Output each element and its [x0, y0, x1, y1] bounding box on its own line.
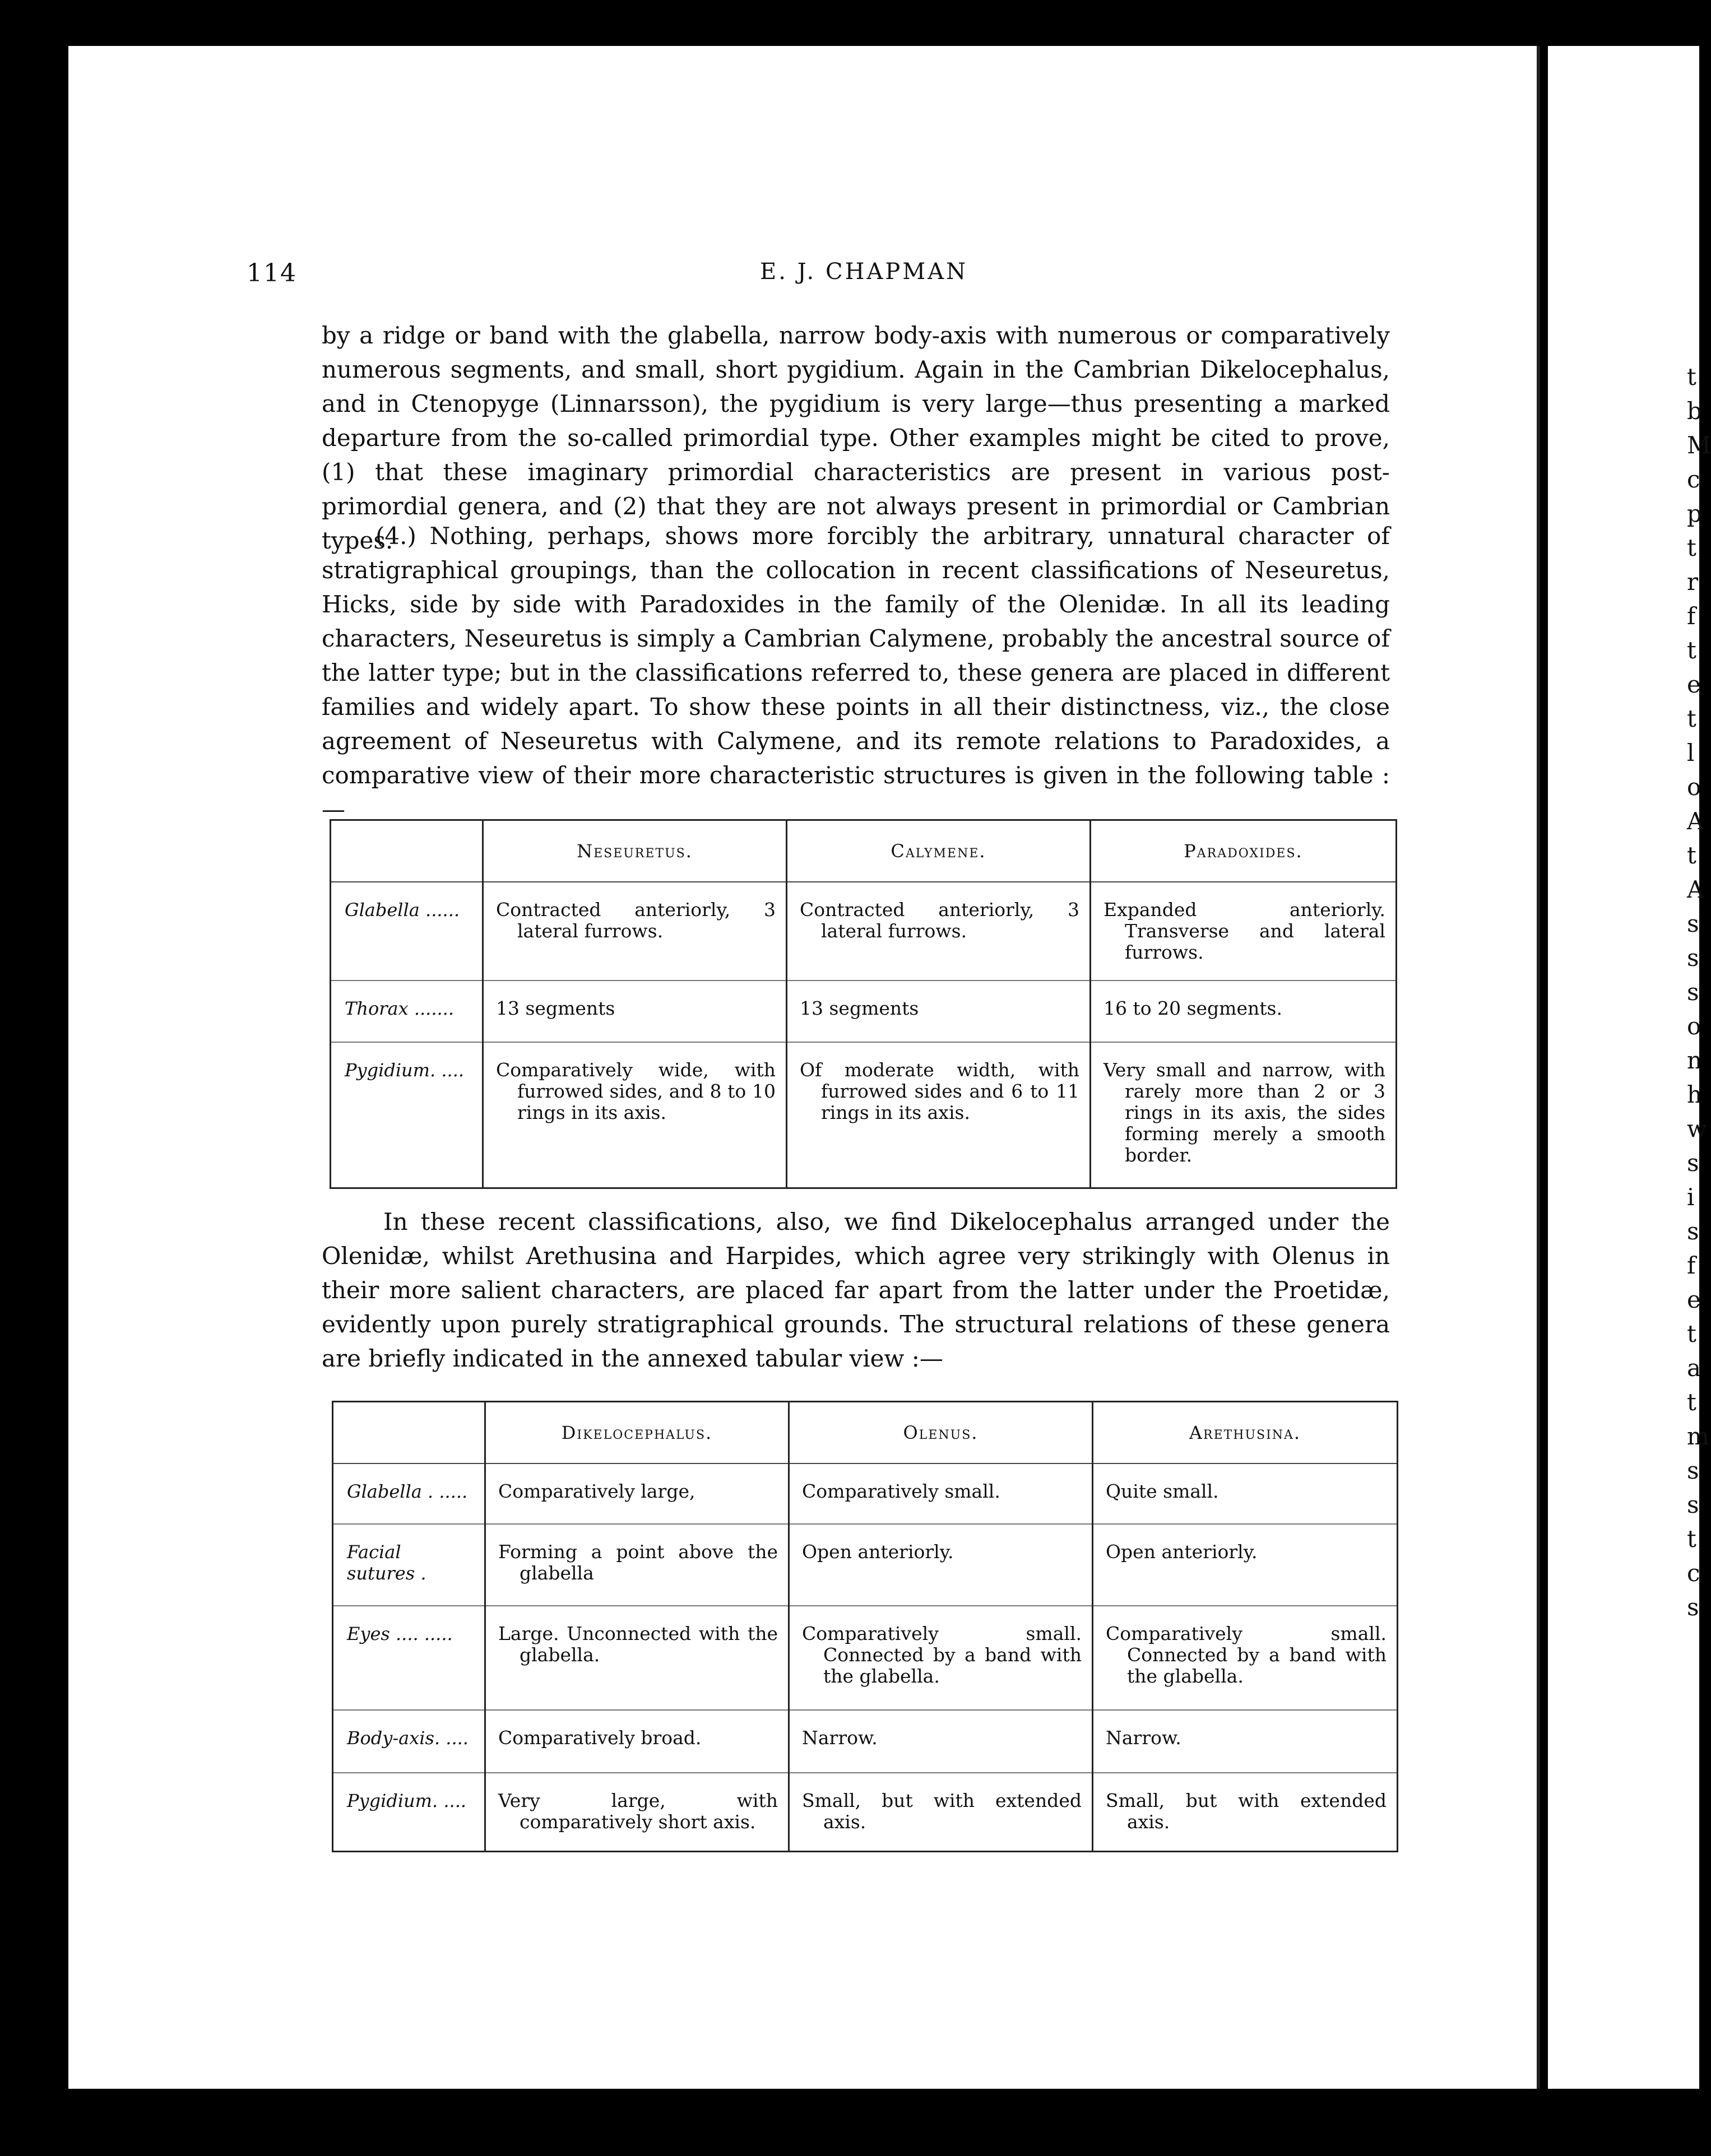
facing-page-fragment: t	[1687, 842, 1696, 869]
facing-page-fragment: a	[1687, 1354, 1701, 1382]
row-label: Eyes .... .....	[333, 1606, 485, 1710]
row-label: Pygidium. ....	[345, 1060, 465, 1081]
comparison-table-1	[330, 819, 1397, 1189]
facing-page-fragment: s	[1687, 1218, 1699, 1245]
facing-page-fragment: A	[1687, 876, 1704, 903]
table-header-cell	[333, 1402, 485, 1464]
comparison-table-2	[332, 1401, 1398, 1852]
facing-page-fragment: n	[1687, 1047, 1703, 1074]
facing-page-fragment: s	[1687, 910, 1699, 937]
table-cell: 13 segments	[787, 981, 1091, 1042]
table-cell: Very small and narrow, with rarely more than 2 or 3 rings in its axis, the sides forming merely a smooth border.	[1091, 1042, 1397, 1188]
facing-page-fragment: f	[1687, 602, 1696, 630]
facing-page-fragment: s	[1687, 1593, 1699, 1621]
table-cell: Narrow.	[1093, 1710, 1398, 1773]
row-label: Glabella . .....	[333, 1463, 485, 1524]
facing-page-fragment: l	[1687, 739, 1695, 766]
facing-page-fragment: o	[1687, 773, 1701, 801]
table-cell: Comparatively small. Connected by a band with the glabella.	[1093, 1606, 1398, 1710]
facing-page-fragment: s	[1687, 944, 1699, 972]
table-cell: Comparatively broad.	[485, 1710, 789, 1773]
facing-page-fragment: h	[1687, 1081, 1703, 1108]
table-header-cell: Paradoxides.	[1091, 820, 1397, 882]
facing-page-fragment: s	[1687, 1491, 1699, 1518]
facing-page-fragment: t	[1687, 1320, 1696, 1347]
facing-page-fragment: m	[1687, 1423, 1709, 1450]
table-header-cell: Arethusina.	[1093, 1402, 1398, 1464]
row-label: Glabella ......	[331, 882, 483, 981]
facing-page-fragment: w	[1687, 1115, 1707, 1142]
table-cell: Very large, with comparatively short axis.	[485, 1773, 789, 1851]
table-row	[333, 1524, 1398, 1606]
row-label: Body-axis. ....	[333, 1710, 485, 1773]
table-cell: Large. Unconnected with the glabella.	[485, 1606, 789, 1710]
page-gutter	[1537, 46, 1540, 2089]
facing-page-fragment: t	[1687, 636, 1696, 664]
table-cell: Comparatively wide, with furrowed sides, and 8 to 10 rings in its axis.	[483, 1042, 787, 1188]
table-cell: Of moderate width, with furrowed sides and 6 to 11 rings in its axis.	[787, 1042, 1091, 1188]
facing-page-fragment: t	[1687, 363, 1696, 391]
table-header-cell: Calymene.	[787, 820, 1091, 882]
facing-page-fragment: t	[1687, 1388, 1696, 1416]
running-title: E. J. CHAPMAN	[760, 259, 968, 285]
facing-page-fragments	[1687, 360, 1709, 1624]
table-cell: Quite small.	[1093, 1463, 1398, 1524]
table-cell: Expanded anteriorly. Transverse and lateral furrows.	[1091, 882, 1397, 981]
facing-page-fragment: A	[1687, 807, 1704, 835]
facing-page-fragment: t	[1687, 1525, 1696, 1553]
table-cell: Contracted anteriorly, 3 lateral furrows.	[483, 882, 787, 981]
table-header-cell: Neseuretus.	[483, 820, 787, 882]
paragraph-1: by a ridge or band with the glabella, narrow body-axis with numerous or comparatively numerous segments, and small, short pygidium. Again in the Cambrian Dikelocephalus, and in Ctenopyge (Linnarsson), the pygidium is very large—thus presenting a marked departure from the so-called primordial type. Other examples might be cited to prove, (1) that these imaginary primordial characteristics are present in various post-primordial genera, and (2) that they are not always present in primordial or Cambrian types.	[322, 322, 1390, 554]
paragraph-3: In these recent classifications, also, we find Dikelocephalus arranged under the Olenidæ, whilst Arethusina and Harpides, which agree very strikingly with Olenus in their more salient characters, are placed far apart from the latter under the Proetidæ, evidently upon purely stratigraphical grounds. The structural relations of these genera are briefly indicated in the annexed tabular view :—	[322, 1208, 1390, 1372]
table-cell: Small, but with extended axis.	[1093, 1773, 1398, 1851]
table-row	[333, 1710, 1398, 1773]
facing-page-fragment: e	[1687, 671, 1701, 698]
row-label: Pygidium. ....	[347, 1790, 467, 1811]
row-label: Facial sutures .	[333, 1524, 485, 1606]
table-cell: Open anteriorly.	[1093, 1524, 1398, 1606]
facing-page-fragment: b	[1687, 397, 1702, 425]
table-cell: Comparatively small. Connected by a band with the glabella.	[789, 1606, 1093, 1710]
facing-page-fragment: t	[1687, 534, 1696, 561]
table-row	[331, 882, 1397, 981]
table-header-row	[333, 1402, 1398, 1464]
facing-page-fragment: s	[1687, 1457, 1699, 1484]
facing-page-fragment: s	[1687, 978, 1699, 1006]
facing-page-fragment: e	[1687, 1286, 1701, 1313]
facing-page-fragment: t	[1687, 705, 1696, 732]
table-cell: 13 segments	[483, 981, 787, 1042]
facing-page-fragment: c	[1687, 1559, 1700, 1587]
table-row	[333, 1773, 1398, 1851]
paragraph-2: (4.) Nothing, perhaps, shows more forcibly the arbitrary, unnatural character of stratigraphical groupings, than the collocation in recent classifications of Neseuretus, Hicks, side by side with Paradoxides in the family of the Olenidæ. In all its leading characters, Neseuretus is simply a Cambrian Calymene, probably the ancestral source of the latter type; but in the classifications referred to, these genera are placed in different families and widely apart. To show these points in all their distinctness, viz., the close agreement of Neseuretus with Calymene, and its remote relations to Paradoxides, a comparative view of their more characteristic structures is given in the following table :—	[322, 522, 1390, 823]
facing-page-fragment: p	[1687, 500, 1702, 527]
facing-page-fragment: i	[1687, 1183, 1695, 1211]
table-header-cell: Olenus.	[789, 1402, 1093, 1464]
facing-page-fragment: r	[1687, 568, 1699, 596]
facing-page-fragment: M	[1687, 431, 1711, 459]
table-row	[333, 1463, 1398, 1524]
table-row	[333, 1606, 1398, 1710]
table-header-row	[331, 820, 1397, 882]
table-cell: Contracted anteriorly, 3 lateral furrows.	[787, 882, 1091, 981]
table-cell: 16 to 20 segments.	[1091, 981, 1397, 1042]
facing-page-fragment: s	[1687, 1149, 1699, 1177]
table-row	[331, 981, 1397, 1042]
facing-page-fragment: c	[1687, 466, 1700, 493]
page-number: 114	[247, 259, 297, 287]
table-cell: Forming a point above the glabella	[485, 1524, 789, 1606]
facing-page-fragment: f	[1687, 1252, 1696, 1279]
table-row	[331, 1042, 1397, 1188]
table-cell: Small, but with extended axis.	[789, 1773, 1093, 1851]
book-page-right	[1548, 46, 1711, 2089]
table-cell: Open anteriorly.	[789, 1524, 1093, 1606]
table-cell: Narrow.	[789, 1710, 1093, 1773]
row-label: Thorax .......	[331, 981, 483, 1042]
table-cell: Comparatively large,	[485, 1463, 789, 1524]
table-header-cell: Dikelocephalus.	[485, 1402, 789, 1464]
facing-page-fragment: o	[1687, 1012, 1701, 1040]
table-header-cell	[331, 820, 483, 882]
table-cell: Comparatively small.	[789, 1463, 1093, 1524]
